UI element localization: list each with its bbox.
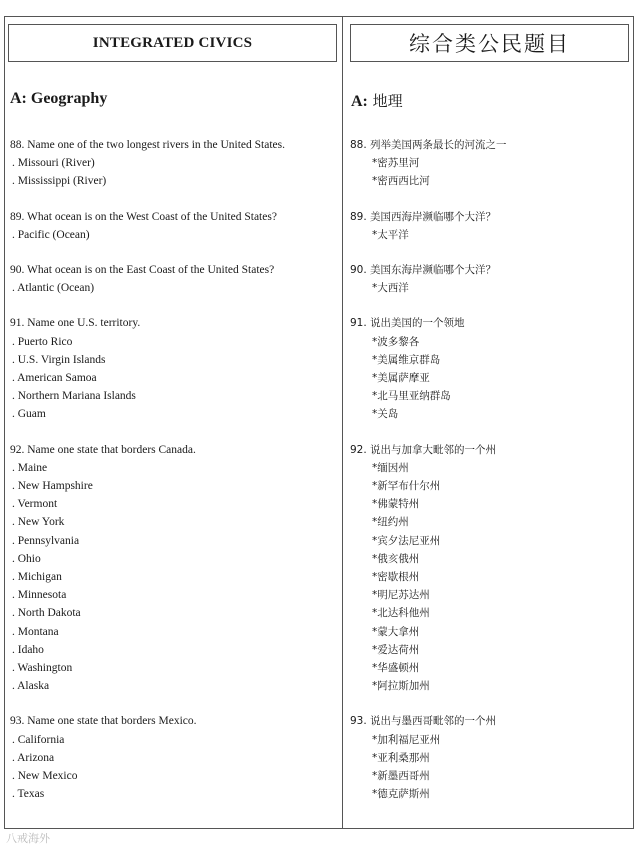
question-block — [350, 441, 630, 696]
answer-item: . Puerto Rico — [12, 335, 73, 348]
answer-item: . Alaska — [12, 680, 50, 693]
question-text: 92. Name one state that borders Canada. — [10, 443, 196, 456]
chinese-question-list — [350, 136, 630, 821]
answer-item: *蒙大拿州 — [372, 625, 420, 638]
answer-item: *亚利桑那州 — [372, 751, 430, 764]
chinese-header: 综合类公民题目 — [350, 24, 629, 62]
answer-item: *阿拉斯加州 — [372, 680, 430, 693]
answer-item: *美属萨摩亚 — [372, 372, 430, 385]
answer-item: *密西西比河 — [372, 175, 430, 188]
answer-item: *美属维京群岛 — [372, 353, 441, 366]
question-block — [10, 208, 338, 244]
question-text: 92. 说出与加拿大毗邻的一个州 — [350, 443, 497, 456]
answer-item: *太平洋 — [372, 228, 409, 241]
answer-item: *关岛 — [372, 408, 399, 421]
answer-item: . American Samoa — [12, 372, 97, 385]
question-text: 89. What ocean is on the West Coast of the United States? — [10, 210, 277, 223]
answer-item: . U.S. Virgin Islands — [12, 353, 106, 366]
question-text: 93. Name one state that borders Mexico. — [10, 715, 197, 728]
question-block — [350, 136, 630, 191]
answer-item: *佛蒙特州 — [372, 498, 420, 511]
answer-item: *纽约州 — [372, 516, 409, 529]
answer-item: *密歇根州 — [372, 571, 420, 584]
answer-item: . New York — [12, 516, 65, 529]
question-text: 88. Name one of the two longest rivers in the United States. — [10, 139, 285, 151]
answer-item: . Vermont — [12, 498, 58, 511]
chinese-section-title — [351, 90, 403, 111]
answer-item: . Mississippi (River) — [12, 175, 107, 188]
column-divider — [342, 16, 343, 829]
answer-item: . Idaho — [12, 643, 44, 656]
answer-item: . Maine — [12, 461, 48, 474]
answer-item: . Pennsylvania — [12, 534, 80, 547]
question-block — [10, 712, 338, 803]
question-block — [10, 136, 338, 191]
answer-item: *北马里亚纳群岛 — [372, 390, 451, 403]
question-block — [350, 261, 630, 297]
answer-item: *缅因州 — [372, 461, 409, 474]
answer-item: *大西洋 — [372, 282, 409, 295]
answer-item: *华盛顿州 — [372, 662, 420, 675]
answer-item: . New Mexico — [12, 770, 78, 783]
answer-item: . Northern Mariana Islands — [12, 390, 136, 403]
answer-item: *北达科他州 — [372, 607, 430, 620]
question-text: 93. 说出与墨西哥毗邻的一个州 — [350, 715, 497, 728]
answer-item: . Minnesota — [12, 589, 67, 602]
question-block — [10, 441, 338, 696]
question-text: 90. What ocean is on the East Coast of the United States? — [10, 264, 275, 277]
answer-item: . Ohio — [12, 552, 41, 565]
chinese-section-name: 地理 — [372, 92, 403, 110]
answer-item: *波多黎各 — [372, 335, 420, 348]
question-block — [350, 208, 630, 244]
answer-item: . Guam — [12, 408, 46, 421]
question-block — [10, 314, 338, 423]
answer-item: *新罕布什尔州 — [372, 480, 441, 493]
chinese-section-label: A: — [351, 93, 368, 110]
question-text: 88. 列举美国两条最长的河流之一 — [350, 139, 507, 151]
question-text: 91. Name one U.S. territory. — [10, 317, 141, 330]
answer-item: . California — [12, 733, 65, 746]
answer-item: *宾夕法尼亚州 — [372, 534, 441, 547]
answer-item: *爱达荷州 — [372, 643, 420, 656]
watermark: 八戒海外 — [6, 832, 50, 845]
answer-item: . Atlantic (Ocean) — [12, 282, 95, 295]
answer-item: *密苏里河 — [372, 157, 420, 170]
answer-item: *明尼苏达州 — [372, 589, 430, 602]
answer-item: . Michigan — [12, 571, 62, 584]
english-header: INTEGRATED CIVICS — [8, 24, 337, 62]
answer-item: . North Dakota — [12, 607, 81, 620]
question-block — [350, 314, 630, 423]
answer-item: *加利福尼亚州 — [372, 733, 441, 746]
answer-item: *俄亥俄州 — [372, 552, 420, 565]
answer-item: *新墨西哥州 — [372, 770, 430, 783]
answer-item: . Texas — [12, 788, 45, 801]
english-question-list — [10, 136, 338, 821]
answer-item: . Pacific (Ocean) — [12, 228, 90, 241]
answer-item: . Arizona — [12, 751, 55, 764]
english-section-title: A: Geography — [10, 90, 108, 107]
question-text: 91. 说出美国的一个领地 — [350, 317, 465, 330]
answer-item: *德克萨斯州 — [372, 788, 430, 801]
question-text: 90. 美国东海岸濒临哪个大洋？ — [350, 264, 497, 277]
question-text: 89. 美国西海岸濒临哪个大洋？ — [350, 210, 497, 223]
question-block — [350, 712, 630, 803]
question-block — [10, 261, 338, 297]
answer-item: . Missouri (River) — [12, 157, 95, 170]
answer-item: . Washington — [12, 662, 73, 675]
answer-item: . New Hampshire — [12, 480, 93, 493]
answer-item: . Montana — [12, 625, 59, 638]
